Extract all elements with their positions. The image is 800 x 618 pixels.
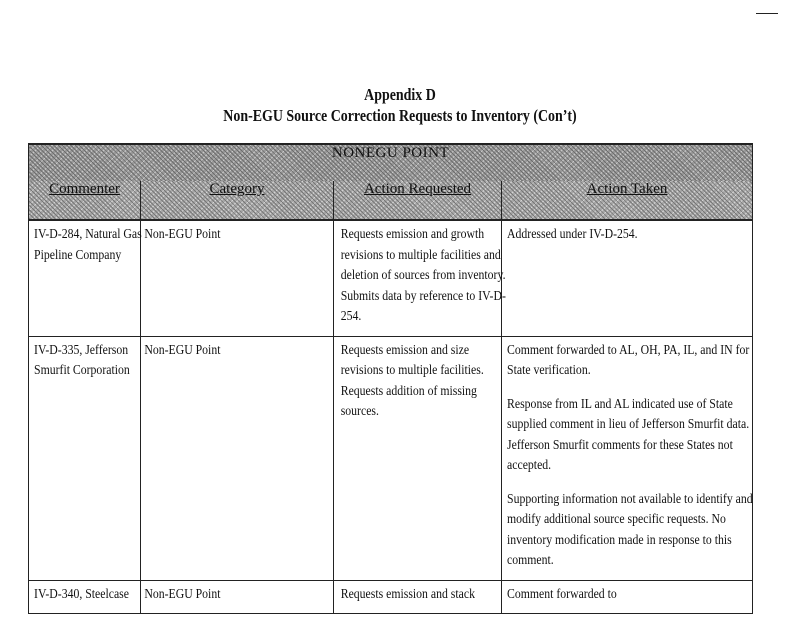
table-row bbox=[29, 336, 753, 580]
column-header-commenter: Commenter bbox=[29, 181, 141, 220]
category-band-row bbox=[29, 144, 753, 181]
action-requested-cell: Requests emission and stack bbox=[334, 580, 502, 614]
correction-requests-table bbox=[28, 143, 753, 614]
category-cell: Non-EGU Point bbox=[141, 580, 334, 614]
appendix-title: Appendix D bbox=[364, 85, 436, 104]
action-taken-cell: Comment forwarded to bbox=[502, 580, 753, 614]
category-cell: Non-EGU Point bbox=[141, 336, 334, 580]
commenter-cell: IV-D-284, Natural Gas Pipeline Company bbox=[29, 220, 141, 336]
appendix-subtitle: Non-EGU Source Correction Requests to Inventory (Con’t) bbox=[223, 106, 577, 125]
commenter-cell: IV-D-340, Steelcase bbox=[29, 580, 141, 614]
category-band: NONEGU POINT bbox=[29, 144, 753, 181]
column-header-category: Category bbox=[141, 181, 334, 220]
commenter-cell: IV-D-335, Jefferson Smurfit Corporation bbox=[29, 336, 141, 580]
action-requested-cell: Requests emission and growth revisions to multiple facilities and deletion of sources from inventory. Submits data by reference to IV-D-254. bbox=[334, 220, 502, 336]
table-row bbox=[29, 580, 753, 614]
column-header-action-requested: Action Requested bbox=[334, 181, 502, 220]
category-cell: Non-EGU Point bbox=[141, 220, 334, 336]
scan-artifact-line bbox=[756, 13, 778, 14]
header-row bbox=[29, 181, 753, 220]
column-header-action-taken: Action Taken bbox=[502, 181, 753, 220]
table-row bbox=[29, 220, 753, 336]
action-taken-cell: Addressed under IV-D-254. bbox=[502, 220, 753, 336]
action-taken-cell: Comment forwarded to AL, OH, PA, IL, and IN for State verification. Response from IL and AL indicated use of State supplied comment in lieu of Jefferson Smurfit data. Jefferson Smurfit comments for these States not accepted. Supporting information not available to identify and modify additional source specific requests. No inventory modification made in response to this comment. bbox=[502, 336, 753, 580]
action-requested-cell: Requests emission and size revisions to multiple facilities. Requests addition of missing sources. bbox=[334, 336, 502, 580]
